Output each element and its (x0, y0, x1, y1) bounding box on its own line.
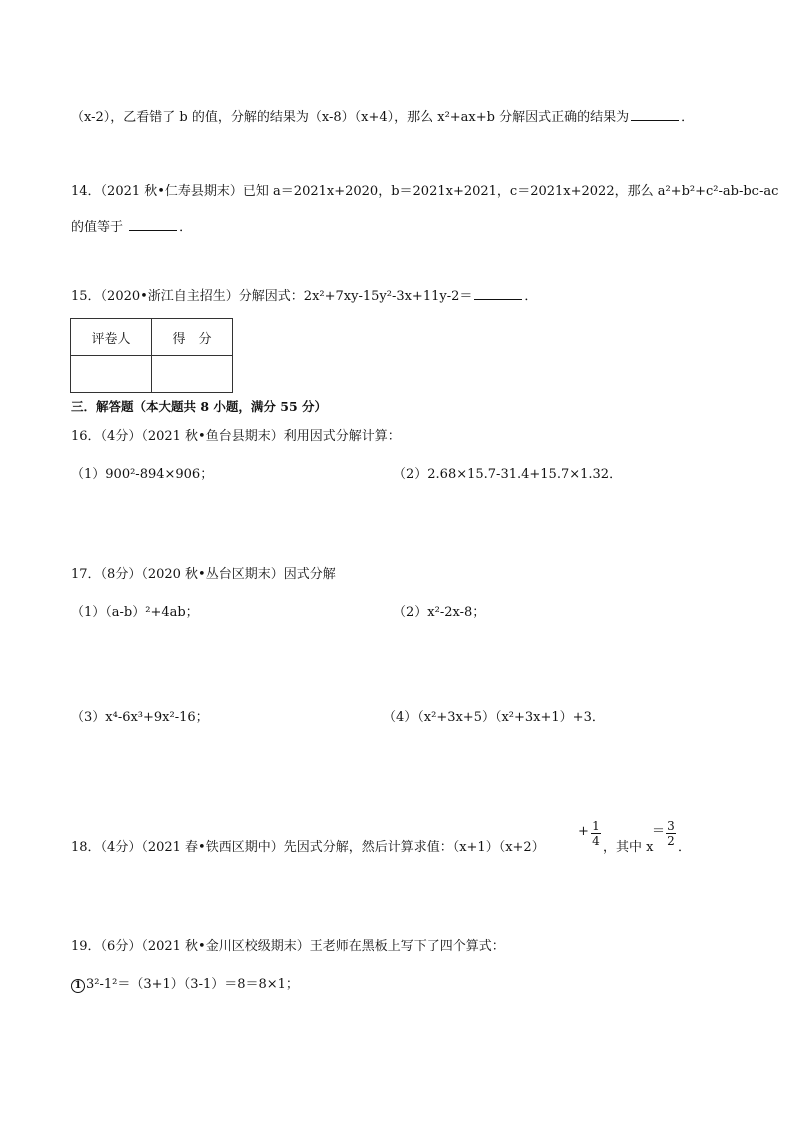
q16-part2: （2）2.68×15.7-31.4+15.7×1.32． (393, 467, 623, 482)
q17-part4: （4）（x²+3x+5）（x²+3x+1）+3． (383, 710, 605, 725)
q13-text: （x-2），乙看错了 b 的值，分解的结果为（x-8）（x+4），那么 x²+ax+b 分解因式正确的结果为 (71, 110, 630, 125)
q16-part1: （1）900²-894×906； (71, 467, 214, 482)
answer-blank[interactable] (631, 108, 679, 121)
q14-text-2: 的值等于 (71, 220, 124, 235)
q18-mid: ，其中 x (603, 840, 654, 855)
frac2-numerator: 3 (667, 819, 675, 833)
q14-line2 (71, 218, 192, 237)
frac2-denominator: 2 (667, 834, 675, 848)
q18-fraction-1 (591, 820, 601, 847)
q17-part3: （3）x⁴-6x³+9x²-16； (71, 710, 209, 725)
q18-end: ． (678, 840, 692, 855)
q18-fraction-2 (666, 820, 676, 847)
score-table-grader-cell[interactable] (71, 356, 152, 393)
q19-item1-text: 3²-1²＝（3+1）（3-1）＝8＝8×1； (86, 977, 299, 992)
circled-number-1: 1 (71, 979, 85, 993)
score-table-header-score: 得 分 (152, 319, 233, 356)
q17-stem: 17．（8分）（2020 秋•丛台区期末）因式分解 (71, 567, 336, 582)
q13-tail (71, 108, 694, 127)
q13-end: ． (681, 110, 695, 125)
q17-part2: （2）x²-2x-8； (393, 605, 486, 620)
q14-text: 14．（2021 秋•仁寿县期末）已知 a＝2021x+2020，b＝2021x+2021，c＝2021x+2022，那么 a²+b²+c²-ab-bc-ac (71, 184, 779, 199)
q18-stem (71, 839, 545, 857)
section-title: 三．解答题（本大题共 8 小题，满分 55 分） (71, 399, 328, 414)
q16-stem: 16．（4分）（2021 秋•鱼台县期末）利用因式分解计算： (71, 429, 401, 444)
q19-item1 (71, 976, 299, 994)
q19-stem: 19．（6分）（2021 秋•金川区校级期末）王老师在黑板上写下了四个算式： (71, 939, 505, 954)
q14-line1 (71, 183, 778, 201)
q14-end: ． (179, 220, 193, 235)
score-table-score-cell[interactable] (152, 356, 233, 393)
q15 (71, 287, 537, 306)
q18-equals: ＝ (652, 824, 666, 839)
score-table-header-grader: 评卷人 (71, 319, 152, 356)
answer-blank[interactable] (129, 218, 177, 231)
answer-blank[interactable] (474, 287, 522, 300)
q18-plus: + (578, 824, 589, 839)
q15-text: 15．（2020•浙江自主招生）分解因式：2x²+7xy-15y²-3x+11y-2＝ (71, 289, 473, 304)
q17-part1: （1）（a-b）²+4ab； (71, 605, 199, 620)
q18-text: 18．（4分）（2021 春•铁西区期中）先因式分解，然后计算求值：（x+1）（x+2） (71, 840, 545, 855)
frac1-denominator: 4 (592, 834, 600, 848)
frac1-numerator: 1 (592, 819, 600, 833)
q15-end: ． (524, 289, 538, 304)
score-table (70, 318, 233, 393)
